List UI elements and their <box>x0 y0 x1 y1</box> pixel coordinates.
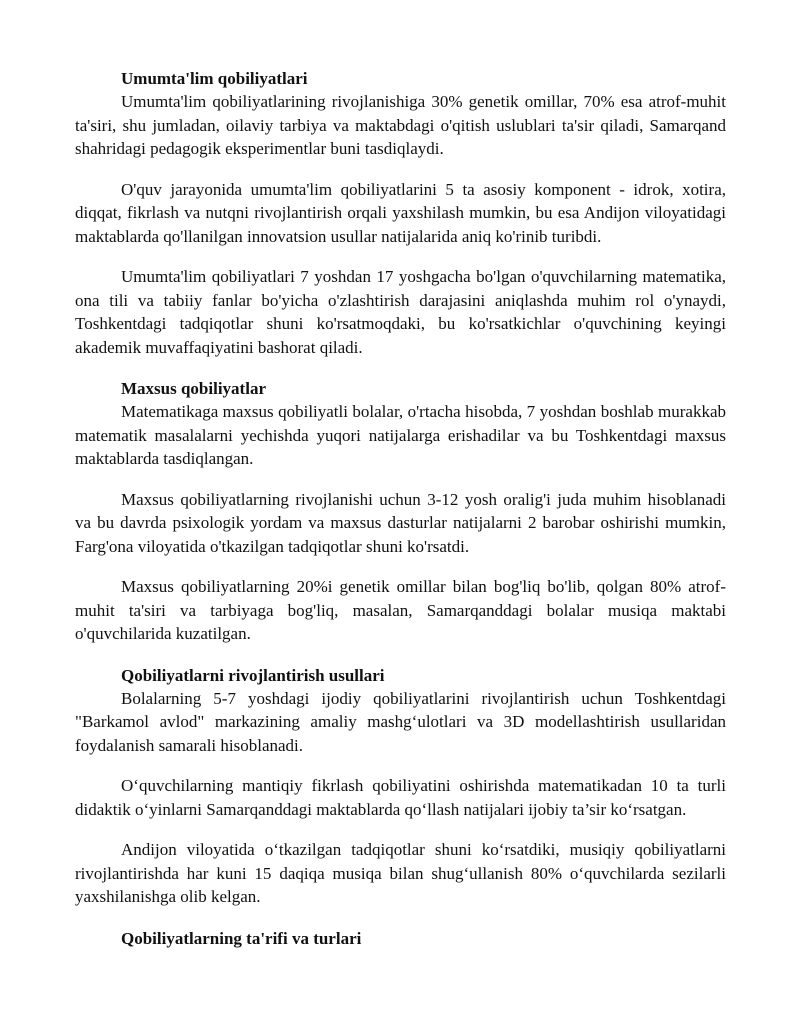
paragraph: Umumta'lim qobiliyatlari 7 yoshdan 17 yoshgacha bo'lgan o'quvchilarning matematika, ona tili va tabiiy fanlar bo'yicha o'zlashtirish darajasini aniqlashda muhim rol o'ynaydi, Toshkentdagi tadqiqotlar shuni ko'rsatmoqdaki, bu ko'rsatkichlar o'quvchining keyingi akademik muvaffaqiyatini bashorat qiladi. <box>75 267 726 357</box>
section-heading-general-abilities: Umumta'lim qobiliyatlari <box>121 69 308 88</box>
section-heading-definition-and-types: Qobiliyatlarning ta'rifi va turlari <box>121 928 362 948</box>
section-heading-special-abilities: Maxsus qobiliyatlar <box>121 379 266 398</box>
paragraph: Matematikaga maxsus qobiliyatli bolalar, o'rtacha hisobda, 7 yoshdan boshlab murakkab matematik masalalarni yechishda yuqori natijalarga erishadilar va bu Toshkentdagi maxsus maktablarda tasdiqlangan. <box>75 402 726 468</box>
paragraph: Bolalarning 5-7 yoshdagi ijodiy qobiliyatlarini rivojlantirish uchun Toshkentdagi "Barkamol avlod" markazining amaliy mashg‘ulotlari va 3D modellashtirish usullaridan foydalanish samarali hisoblanadi. <box>75 688 726 755</box>
paragraph: Umumta'lim qobiliyatlarining rivojlanishiga 30% genetik omillar, 70% esa atrof-muhit ta'siri, shu jumladan, oilaviy tarbiya va maktabdagi o'qitish uslublari ta'sir qiladi, Samarqand shahridagi pedagogik eksperimentlar buni tasdiqlaydi. <box>75 92 726 158</box>
paragraph: O'quv jarayonida umumta'lim qobiliyatlarini 5 ta asosiy komponent - idrok, xotira, diqqat, fikrlash va nutqni rivojlantirish orqali yaxshilash mumkin, bu esa Andijon viloyatidagi maktablarda qo'llanilgan innovatsion usullar natijalarida aniq ko'rinib turibdi. <box>75 179 726 246</box>
paragraph: Andijon viloyatida o‘tkazilgan tadqiqotlar shuni ko‘rsatdiki, musiqiy qobiliyatlarni rivojlantirishda har kuni 15 daqiqa musiqa bilan shug‘ullanish 80% o‘quvchilarda sezilarli yaxshilanishga olib kelgan. <box>75 840 726 906</box>
paragraph: Maxsus qobiliyatlarning rivojlanishi uchun 3-12 yosh oralig'i juda muhim hisoblanadi va bu davrda psixologik yordam va maxsus dasturlar natijalarni 2 barobar oshirishi mumkin, Farg'ona viloyatida o'tkazilgan tadqiqotlar shuni ko'rsatdi. <box>75 489 726 556</box>
paragraph: Maxsus qobiliyatlarning 20%i genetik omillar bilan bog'liq bo'lib, qolgan 80% atrof-muhit ta'siri va tarbiyaga bog'liq, masalan, Samarqanddagi bolalar musiqa maktabi o'quvchilarida kuzatilgan. <box>75 577 726 643</box>
section-heading-development-methods: Qobiliyatlarni rivojlantirish usullari <box>121 665 385 685</box>
paragraph: O‘quvchilarning mantiqiy fikrlash qobiliyatini oshirishda matematikadan 10 ta turli didaktik o‘yinlarni Samarqanddagi maktablarda qo‘llash natijalari ijobiy ta’sir ko‘rsatgan. <box>75 776 726 819</box>
document-body <box>75 67 726 950</box>
